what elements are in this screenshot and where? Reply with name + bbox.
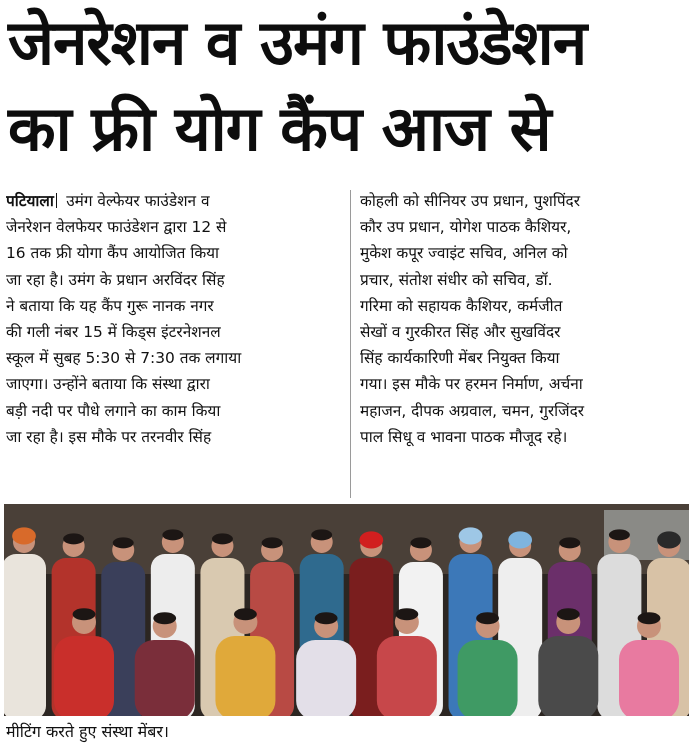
article-line-17: सिंह कार्यकारिणी मेंबर नियुक्त किया: [360, 349, 560, 368]
back-row-person-11-turban: [508, 531, 532, 548]
photo-wall: [4, 504, 689, 574]
article-line-1-text: उमंग वेल्फेयर फाउंडेशन व: [66, 192, 210, 210]
article-line-15: गरिमा को सहायक कैशियर, कर्मजीत: [360, 296, 563, 315]
front-row-person-4-hair: [315, 612, 338, 624]
headline-line-1: जेनरेशन व उमंग फाउंडेशन: [8, 6, 587, 79]
front-row-person-8-hair: [638, 612, 661, 624]
group-photo: [4, 504, 689, 716]
article-line-10: जा रहा है। इस मौके पर तरनवीर सिंह: [6, 427, 212, 446]
back-row-person-9-hair: [410, 537, 431, 548]
front-row-person-8-body: [619, 640, 679, 716]
article-line-13: मुकेश कपूर ज्वाइंट सचिव, अनिल को: [360, 244, 568, 263]
front-row-person-5-hair: [395, 608, 418, 620]
back-row-person-6-hair: [262, 537, 283, 548]
article-line-6: की गली नंबर 15 में किड्स इंटरनेशनल: [6, 323, 221, 342]
article-line-7: स्कूल में सुबह 5:30 से 7:30 तक लगाया: [6, 349, 242, 368]
back-row-person-5-hair: [212, 533, 233, 544]
dateline: पटियाला: [6, 192, 54, 210]
headline-line-2: का फ्री योग कैंप आज से: [8, 92, 551, 165]
front-row-person-1-body: [54, 636, 114, 716]
front-row-person-3-hair: [234, 608, 257, 620]
article-line-3: 16 तक फ्री योगा कैंप आयोजित किया: [6, 244, 220, 263]
back-row-person-3-hair: [113, 537, 134, 548]
front-row-person-4-body: [296, 640, 356, 716]
photo-caption: मीटिंग करते हुए संस्था मेंबर।: [6, 722, 169, 741]
group-photo-illustration: [4, 504, 689, 716]
back-row-person-10-turban: [459, 527, 483, 544]
article-line-14: प्रचार, संतोश संधीर को सचिव, डॉ.: [360, 270, 553, 289]
front-row-person-3-body: [215, 636, 275, 716]
dateline-separator: [56, 193, 58, 208]
front-row-person-7-body: [538, 636, 598, 716]
back-row-person-1-turban: [12, 527, 36, 544]
article-line-12: कौर उप प्रधान, योगेश पाठक कैशियर,: [360, 218, 572, 237]
front-row-person-6-hair: [476, 612, 499, 624]
article-line-4: जा रहा है। उमंग के प्रधान अरविंदर सिंह: [6, 270, 225, 289]
column-divider: [350, 190, 351, 498]
article-line-5: ने बताया कि यह कैंप गुरू नानक नगर: [6, 296, 214, 315]
front-row-person-5-body: [377, 636, 437, 716]
back-row-person-1-body: [4, 554, 46, 716]
back-row-person-14-turban: [657, 531, 681, 548]
back-row-person-12-hair: [559, 537, 580, 548]
back-row-person-8-turban: [359, 531, 383, 548]
article-line-11: कोहली को सीनियर उप प्रधान, पुशपिंदर: [360, 192, 581, 210]
headline: [8, 0, 688, 172]
article-line-2: जेनरेशन वेलफेयर फाउंडेशन द्वारा 12 से: [6, 218, 227, 237]
article-line-16: सेखों व गुरकीरत सिंह और सुखविंदर: [360, 323, 561, 342]
back-row-person-13-hair: [609, 529, 630, 540]
front-row-person-7-hair: [557, 608, 580, 620]
article-column-left: [6, 188, 342, 500]
back-row-person-7-hair: [311, 529, 332, 540]
back-row-person-4-hair: [162, 529, 183, 540]
article-line-9: बड़ी नदी पर पौधे लगाने का काम किया: [6, 401, 221, 420]
article-line-19: महाजन, दीपक अग्रवाल, चमन, गुरजिंदर: [360, 401, 585, 420]
back-row-person-2-hair: [63, 533, 84, 544]
article-column-right: [360, 188, 686, 500]
article-line-20: पाल सिधू व भावना पाठक मौजूद रहे।: [360, 427, 568, 446]
article-line-1: [6, 188, 342, 214]
front-row-person-1-hair: [73, 608, 96, 620]
article-line-8: जाएगा। उन्होंने बताया कि संस्था द्वारा: [6, 375, 210, 394]
front-row-person-2-hair: [153, 612, 176, 624]
front-row-person-2-body: [135, 640, 195, 716]
front-row-person-6-body: [458, 640, 518, 716]
article-line-18: गया। इस मौके पर हरमन निर्माण, अर्चना: [360, 375, 583, 394]
